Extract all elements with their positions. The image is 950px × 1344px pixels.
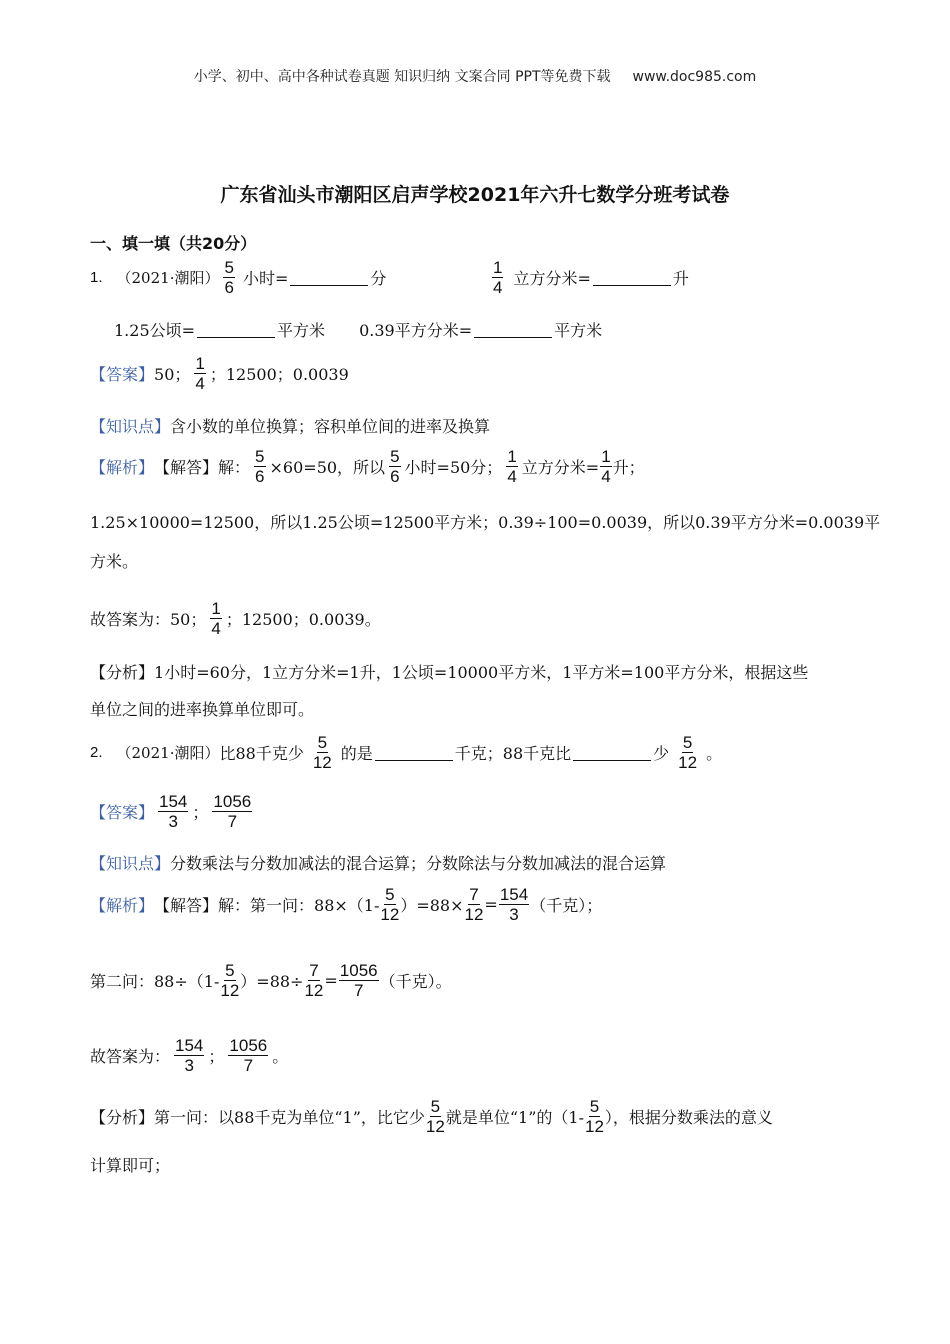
q1-line1-right	[488, 258, 689, 297]
page-header	[0, 66, 950, 86]
q1-answer	[90, 354, 349, 393]
q1-blank-4[interactable]	[474, 321, 552, 338]
document-title: 广东省汕头市潮阳区启声学校2021年六升七数学分班考试卷	[220, 184, 730, 206]
q1-line1	[90, 258, 386, 297]
q2-fenxi	[90, 1097, 773, 1136]
q1-sol-fraction-2: $\frac{5}{6}$	[390, 447, 400, 487]
q2-text: 千克；88千克比	[454, 744, 572, 764]
q2-answer-fraction-2: $\frac{1056}{7}$	[213, 792, 252, 832]
analysis-tag: 【解析】	[90, 458, 155, 478]
q2-text: 比88千克少	[219, 744, 304, 764]
q1-source: （2021·潮阳）	[116, 269, 220, 288]
q2-conclusion	[90, 1036, 288, 1075]
q2-sol-fraction: $\frac{1056}{7}$	[339, 961, 378, 1001]
solution-tag: 【解答】	[154, 458, 219, 478]
q1-conclusion-fraction: $\frac{1}{4}$	[211, 599, 221, 639]
q2-answer	[90, 792, 256, 831]
q1-number: 1.	[90, 269, 103, 287]
q2-source: （2021·潮阳）	[116, 744, 220, 763]
q1-sol-line3: 方米。	[90, 552, 139, 571]
q2-fenxi-text: ），根据分数乘法的意义	[604, 1108, 773, 1128]
q2-conclusion-separator: ；	[208, 1047, 225, 1067]
q2-text: 。	[706, 744, 723, 764]
q1-blank-3[interactable]	[197, 321, 275, 338]
q2-conclusion-fraction-2: $\frac{1056}{7}$	[229, 1036, 268, 1076]
answer-tag: 【答案】	[90, 803, 155, 823]
q1-fenxi-line2: 单位之间的进率换算单位即可。	[90, 700, 315, 719]
q1-sq-meter-label: 平方米	[277, 321, 326, 340]
fenxi-tag: 【分析】	[90, 663, 155, 682]
q2-sol-text: ）=88×	[400, 896, 464, 916]
q2-answer-fraction-1: $\frac{154}{3}$	[159, 792, 188, 832]
q1-sol-text: 小时=50分；	[404, 458, 503, 478]
analysis-tag: 【解析】	[90, 896, 155, 916]
q1-conclusion	[90, 599, 381, 638]
q2-sol-fraction: $\frac{5}{12}$	[220, 961, 240, 1001]
q1-sol-text: 立方分米=	[521, 458, 600, 478]
q2-sol-text: =	[484, 895, 498, 915]
q2-fraction-5-12: $\frac{5}{12}$	[312, 733, 332, 773]
q1-solution	[90, 447, 645, 486]
q2-text: 的是	[340, 744, 373, 764]
q1-fenxi	[90, 660, 808, 683]
knowledge-tag: 【知识点】	[90, 854, 171, 873]
answer-tag: 【答案】	[90, 365, 155, 385]
q1-sol-fraction-1: $\frac{5}{6}$	[255, 447, 265, 487]
section-heading: 一、填一填（共20分）	[90, 234, 257, 253]
q2-fenxi-fraction: $\frac{5}{12}$	[584, 1097, 604, 1137]
q2-fraction-5-12-b: $\frac{5}{12}$	[678, 733, 698, 773]
q1-sq-dm-label: 0.39平方分米=	[359, 321, 473, 340]
q2-blank-2[interactable]	[573, 744, 651, 761]
q2-fenxi-line2: 计算即可；	[90, 1156, 171, 1175]
q1-sq-meter-label-2: 平方米	[554, 321, 603, 340]
q2-sol-text: （千克）；	[530, 896, 603, 916]
q2-fenxi-fraction: $\frac{5}{12}$	[425, 1097, 445, 1137]
q1-answer-text: 50；	[154, 365, 191, 385]
q1-unit-minute: 分	[370, 269, 387, 289]
q2-solution-2	[90, 961, 452, 1000]
q1-sol-fraction-3: $\frac{1}{4}$	[507, 447, 517, 487]
q1-blank-1[interactable]	[290, 269, 368, 286]
q1-sol-line2: 1.25×10000=12500，所以1.25公顷=12500平方米；0.39÷100=0.0039，所以0.39平方分米=0.0039平	[90, 513, 881, 532]
q1-fraction-5-6: $\frac{5}{6}$	[224, 258, 234, 298]
fenxi-tag: 【分析】	[90, 1108, 155, 1128]
header-site-link[interactable]: www.doc985.com	[632, 69, 757, 85]
solution-tag: 【解答】	[154, 896, 219, 916]
q2-conclusion-end: 。	[272, 1047, 289, 1067]
q1-knowledge-text: 含小数的单位换算；容积单位间的进率及换算	[170, 417, 491, 436]
q1-fenxi-text: 1小时=60分，1立方分米=1升，1公顷=10000平方米，1平方米=100平方分米，根据这些	[154, 663, 809, 682]
q1-answer-fraction: $\frac{1}{4}$	[195, 354, 205, 394]
q2-number: 2.	[90, 744, 103, 762]
q2-sol-text: （千克）。	[379, 972, 452, 992]
q2-knowledge	[90, 851, 666, 874]
q2-sol-fraction: $\frac{5}{12}$	[380, 885, 400, 925]
q2-sol-text: =	[324, 971, 338, 991]
q1-unit-cubic-dm: 立方分米=	[513, 269, 591, 289]
q2-blank-1[interactable]	[375, 744, 453, 761]
q1-sol-text: 解：	[218, 458, 251, 478]
q2-sol-fraction: $\frac{7}{12}$	[304, 961, 324, 1001]
q2-sol-text: 解：第一问：88×（1-	[218, 896, 380, 916]
q1-conclusion-text-2: ；12500；0.0039。	[225, 610, 381, 630]
q1-sol-text: ×60=50，所以	[269, 458, 386, 478]
q1-sol-fraction-4: $\frac{1}{4}$	[601, 447, 611, 487]
q1-sol-text: 升；	[612, 458, 645, 478]
q2-sol-text: ）=88÷	[240, 972, 304, 992]
q1-blank-2[interactable]	[593, 269, 671, 286]
q2-knowledge-text: 分数乘法与分数加减法的混合运算；分数除法与分数加减法的混合运算	[170, 854, 667, 873]
q1-line2	[114, 318, 602, 341]
q2-conclusion-fraction-1: $\frac{154}{3}$	[175, 1036, 204, 1076]
q2-sol-fraction: $\frac{7}{12}$	[464, 885, 484, 925]
q2-fenxi-text: 第一问：以88千克为单位“1”，比它少	[154, 1108, 425, 1128]
knowledge-tag: 【知识点】	[90, 417, 171, 436]
q1-conclusion-text: 故答案为：50；	[90, 610, 207, 630]
q2-text: 少	[653, 744, 670, 764]
q1-fraction-1-4: $\frac{1}{4}$	[493, 258, 503, 298]
q2-line1	[90, 733, 722, 772]
q1-hectare-label: 1.25公顷=	[114, 321, 196, 340]
header-text: 小学、初中、高中各种试卷真题 知识归纳 文案合同 PPT等免费下载	[193, 69, 611, 85]
q1-unit-liter: 升	[672, 269, 689, 289]
q2-solution-1	[90, 885, 602, 924]
q2-sol-fraction: $\frac{154}{3}$	[499, 885, 529, 925]
q1-answer-text-2: ；12500；0.0039	[209, 365, 349, 385]
q2-conclusion-text: 故答案为：	[90, 1047, 171, 1067]
q2-sol-text: 第二问：88÷（1-	[90, 972, 220, 992]
q2-fenxi-text: 就是单位“1”的（1-	[445, 1108, 584, 1128]
q1-knowledge	[90, 414, 490, 437]
q2-answer-separator: ；	[192, 803, 209, 823]
q1-unit-hour: 小时=	[242, 269, 289, 289]
